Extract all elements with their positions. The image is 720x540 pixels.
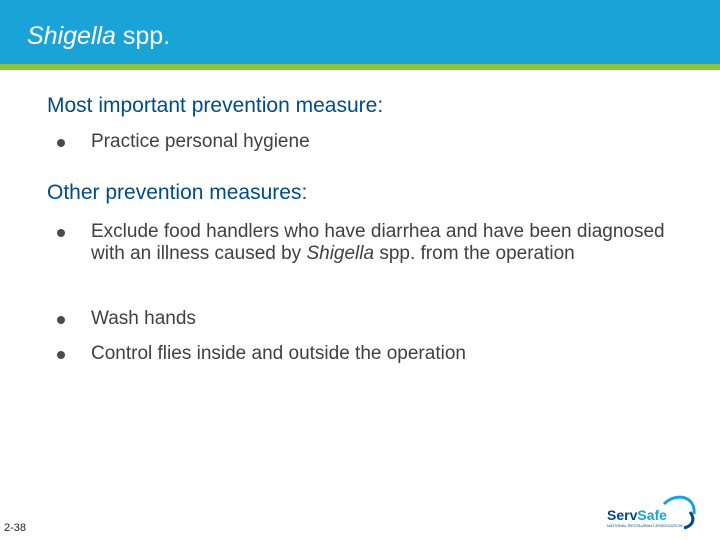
bullet-dot-icon bbox=[57, 139, 65, 147]
bullet-item-exclude-handlers bbox=[57, 221, 677, 289]
bullet-dot-icon bbox=[57, 316, 65, 324]
slide-number: 2-38 bbox=[4, 522, 27, 534]
bullet-text-part: Exclude food handlers who have diarrhea and have been diagnosed with an illness caused by bbox=[91, 221, 665, 264]
logo-safe: Safe bbox=[637, 507, 667, 523]
bullet-dot-icon bbox=[57, 229, 65, 237]
bullet-item-control-flies bbox=[57, 343, 677, 365]
servsafe-wordmark bbox=[607, 508, 667, 522]
bullet-text-genus: Shigella bbox=[306, 243, 375, 264]
title-bar-accent-stripe bbox=[0, 64, 720, 70]
bullet-text: Wash hands bbox=[91, 308, 196, 329]
slide-title-suffix: spp. bbox=[115, 22, 171, 50]
other-measures-heading: Other prevention measures: bbox=[47, 181, 308, 204]
bullet-dot-icon bbox=[57, 351, 65, 359]
servsafe-tagline: NATIONAL RESTAURANT ASSOCIATION bbox=[607, 523, 683, 528]
slide-title bbox=[27, 21, 170, 51]
logo-serv: Serv bbox=[607, 507, 638, 523]
bullet-item-hygiene bbox=[57, 131, 677, 153]
slide-title-genus: Shigella bbox=[27, 22, 116, 50]
bullet-text-part: spp. from the operation bbox=[374, 243, 575, 264]
most-important-heading: Most important prevention measure: bbox=[47, 94, 384, 117]
bullet-text bbox=[91, 221, 681, 265]
bullet-text: Practice personal hygiene bbox=[91, 131, 310, 152]
bullet-text: Control flies inside and outside the operation bbox=[91, 343, 466, 364]
bullet-item-wash-hands bbox=[57, 308, 677, 330]
servsafe-logo bbox=[604, 494, 702, 530]
